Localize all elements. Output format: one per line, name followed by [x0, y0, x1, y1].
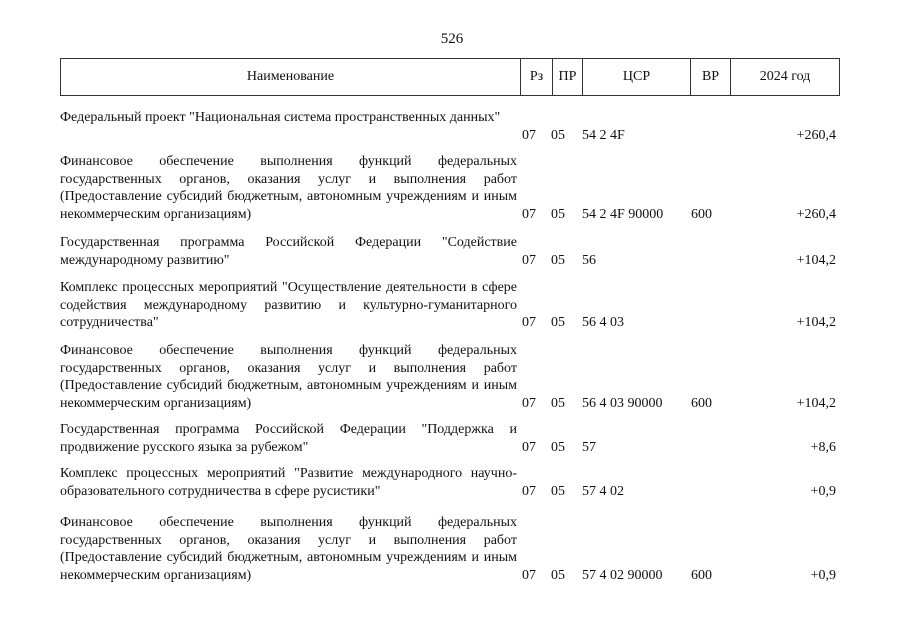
table-row — [60, 421, 840, 456]
table-row — [60, 153, 840, 223]
column-header-year: 2024 год — [759, 69, 811, 84]
row-rz: 07 — [522, 127, 536, 143]
row-amount: +0,9 — [810, 483, 836, 499]
row-csr: 56 — [582, 252, 596, 268]
table-row — [60, 514, 840, 584]
row-name: Финансовое обеспечение выполнения функций федеральных государственных органов, оказания услуг и выполнения работ (Предоставление субсидий бюджетным, автономным учреждениям и иным некоммерческим организациям) — [60, 515, 517, 583]
row-amount: +104,2 — [796, 252, 836, 268]
row-rz: 07 — [522, 395, 536, 411]
row-vr: 600 — [691, 206, 712, 222]
row-amount: +260,4 — [796, 206, 836, 222]
row-rz: 07 — [522, 483, 536, 499]
row-csr: 54 2 4F — [582, 127, 625, 143]
column-header-pr: ПР — [553, 59, 583, 95]
row-rz: 07 — [522, 315, 536, 330]
row-csr: 54 2 4F 90000 — [582, 206, 664, 222]
row-csr: 57 4 02 90000 — [582, 567, 663, 583]
row-pr: 05 — [551, 439, 565, 455]
row-rz: 07 — [522, 567, 536, 583]
row-name: Государственная программа Российской Федерации "Поддержка и продвижение русского языка за рубежом" — [60, 422, 517, 455]
column-header-vr: ВР — [691, 59, 731, 95]
row-rz: 07 — [522, 252, 536, 268]
row-name: Финансовое обеспечение выполнения функций федеральных государственных органов, оказания услуг и выполнения работ (Предоставление субсидий бюджетным, автономным учреждениям и иным некоммерческим организациям) — [60, 154, 517, 222]
row-name: Финансовое обеспечение выполнения функций федеральных государственных органов, оказания услуг и выполнения работ (Предоставление субсидий бюджетным, автономным учреждениям и иным некоммерческим организациям) — [60, 343, 517, 411]
row-pr: 05 — [551, 567, 565, 583]
row-rz: 07 — [522, 439, 536, 455]
column-header-rz: Рз — [521, 59, 553, 95]
table-row — [60, 465, 840, 500]
row-csr: 56 4 03 90000 — [582, 395, 663, 411]
row-pr: 05 — [551, 315, 565, 330]
row-amount: +104,2 — [796, 395, 836, 411]
row-rz: 07 — [522, 206, 536, 222]
row-amount: +104,2 — [796, 315, 836, 330]
column-header-csr: ЦСР — [583, 59, 691, 95]
row-name: Комплекс процессных мероприятий "Осуществление деятельности в сфере содействия международному развитию и культурно-гуманитарного сотрудничества" — [60, 280, 517, 330]
row-csr: 57 4 02 — [582, 483, 624, 499]
row-name: Комплекс процессных мероприятий "Развитие международного научно-образовательного сотрудничества в сфере русистики" — [60, 466, 517, 499]
row-amount: +0,9 — [810, 567, 836, 583]
row-pr: 05 — [551, 252, 565, 268]
row-pr: 05 — [551, 483, 565, 499]
table-row — [60, 109, 840, 144]
row-name: Федеральный проект "Национальная система пространственных данных" — [60, 110, 501, 125]
row-pr: 05 — [551, 395, 565, 411]
column-header-name: Наименование — [61, 59, 521, 95]
page-number: 526 — [440, 31, 464, 47]
row-amount: +260,4 — [796, 127, 836, 143]
row-name: Государственная программа Российской Федерации "Содействие международному развитию" — [60, 235, 517, 268]
table-row — [60, 279, 840, 332]
table-header — [60, 58, 840, 96]
row-csr: 57 — [582, 439, 596, 455]
row-vr: 600 — [691, 567, 712, 583]
row-pr: 05 — [551, 127, 565, 143]
table-row — [60, 342, 840, 412]
row-vr: 600 — [691, 395, 712, 411]
row-pr: 05 — [551, 206, 565, 222]
row-csr: 56 4 03 — [582, 315, 624, 330]
row-amount: +8,6 — [810, 439, 836, 455]
table-row — [60, 234, 840, 269]
